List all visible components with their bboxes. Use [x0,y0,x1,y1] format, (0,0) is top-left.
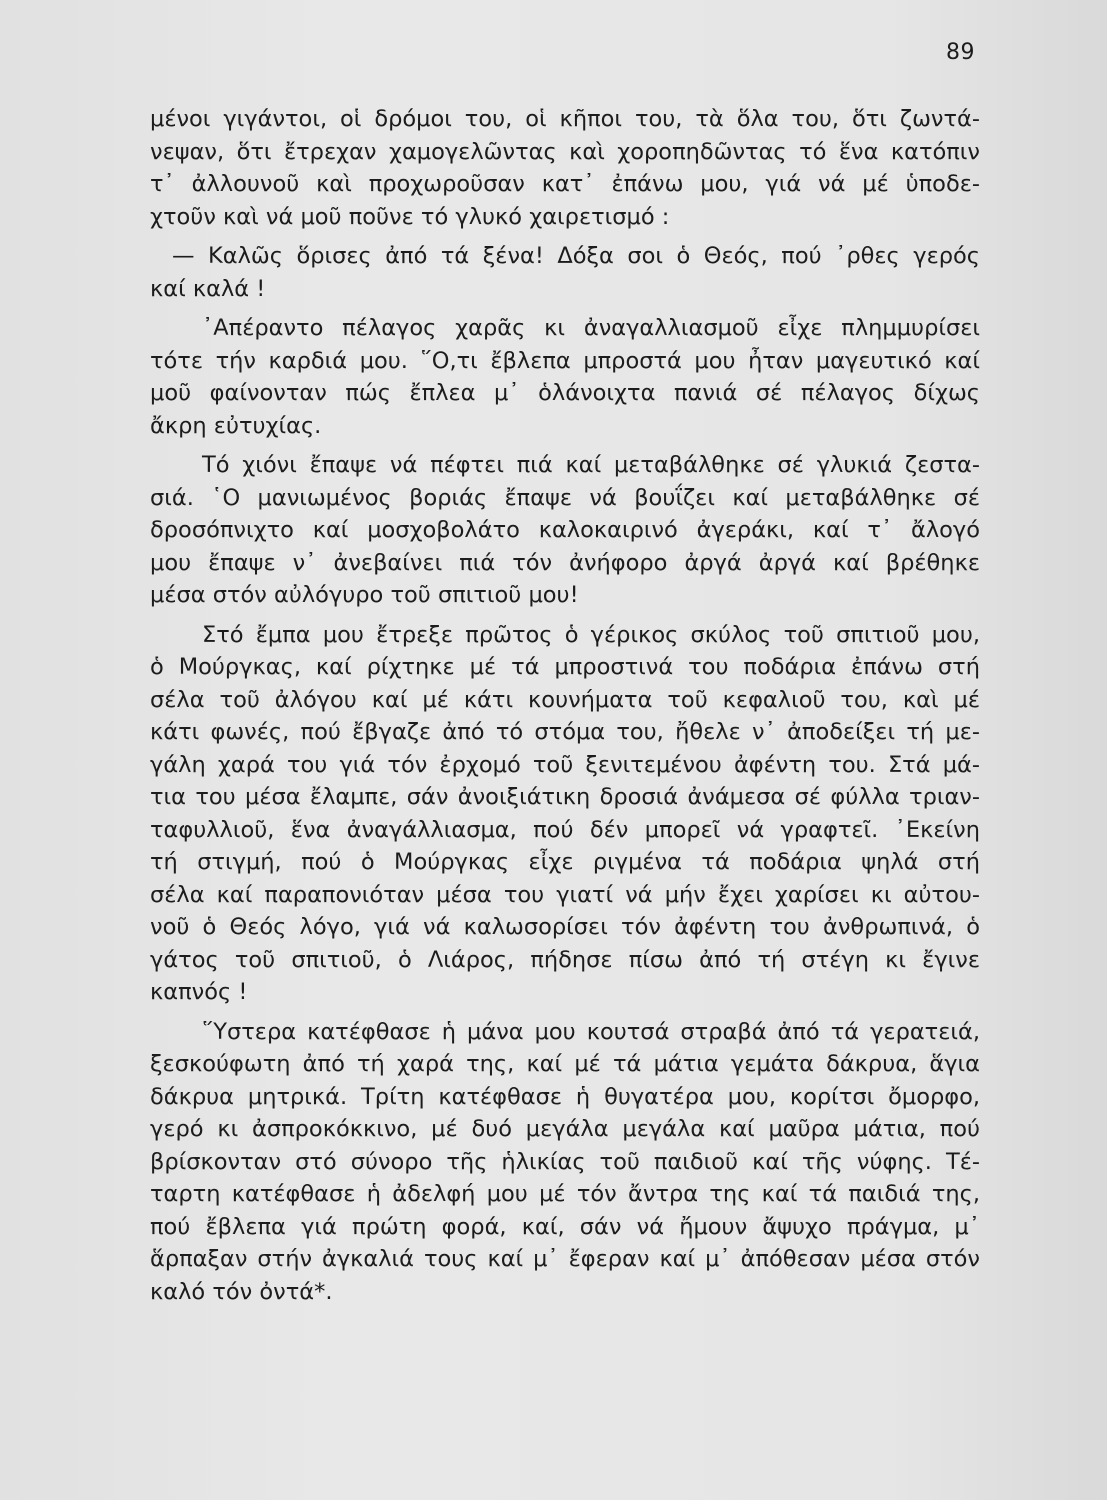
text-line: γάλη χαρά του γιά τόν ἐρχομό τοῦ ξενιτεμένου ἀφέντη του. Στά μά- [150,751,980,778]
paragraph-gap [150,305,980,312]
text-line: μου ἔπαψε ν᾿ ἀνεβαίνει πιά τόν ἀνήφορο ἀργά ἀργά καί βρέθηκε [150,549,980,576]
text-line: πού ἔβλεπα γιά πρώτη φορά, καί, σάν νά ἤμουν ἄψυχο πράγμα, μ᾿ [150,1213,980,1240]
text-line: σέλα καί παραπονιόταν μέσα του γιατί νά μήν ἔχει χαρίσει κι αὐτου- [150,881,980,908]
text-line: ἅρπαξαν στήν ἀγκαλιά τους καί μ᾿ ἔφεραν καί μ᾿ ἀπόθεσαν μέσα στόν [150,1246,980,1272]
text-line: ᾿Απέραντο πέλαγος χαρᾶς κι ἀναγαλλιασμοῦ εἶχε πλημμυρίσει [202,315,980,341]
text-line: δροσόπνιχτο καί μοσχοβολάτο καλοκαιρινό ἀγεράκι, καί τ᾿ ἄλογό [150,517,980,543]
paragraph-gap [150,612,980,619]
text-line: σιά. ῾Ο μανιωμένος βοριάς ἔπαψε νά βουΐζει καί μεταβάλθηκε σέ [150,484,980,511]
text-line: τή στιγμή, πού ὁ Μούργκας εἶχε ριγμένα τά ποδάρια ψηλά στή [150,849,980,875]
text-line: βρίσκονταν στό σύνορο τῆς ἡλικίας τοῦ παιδιοῦ καί τῆς νύφης. Τέ- [150,1148,980,1175]
text-line: καπνός ! [150,979,248,1005]
body-text [150,103,980,1308]
text-line: χτοῦν καὶ νά μοῦ ποῦνε τό γλυκό χαιρετισμό : [150,203,670,230]
text-line: δάκρυα μητρικά. Τρίτη κατέφθασε ἡ θυγατέρα μου, κορίτσι ὄμορφο, [150,1083,980,1110]
text-line: μέσα στόν αὐλόγυρο τοῦ σπιτιοῦ μου! [150,582,579,608]
text-line: ταρτη κατέφθασε ἡ ἀδελφή μου μέ τόν ἄντρα της καί τά παιδιά της, [150,1181,980,1207]
text-line: καί καλά ! [150,275,266,302]
text-line: νοῦ ὁ Θεός λόγο, γιά νά καλωσορίσει τόν ἀφέντη του ἀνθρωπινά, ὁ [150,914,980,940]
text-line: σέλα τοῦ ἀλόγου καί μέ κάτι κουνήματα τοῦ κεφαλιοῦ του, καὶ μέ [150,686,980,713]
text-line: τ᾿ ἀλλουνοῦ καὶ προχωροῦσαν κατ᾿ ἐπάνω μου, γιά νά μέ ὑποδε- [150,171,980,197]
text-line: νεψαν, ὅτι ἔτρεχαν χαμογελῶντας καὶ χοροπηδῶντας τό ἕνα κατόπιν [150,138,980,165]
text-line: τότε τήν καρδιά μου. ῞Ο,τι ἔβλεπα μπροστά μου ἦταν μαγευτικό καί [150,347,980,374]
text-line: Στό ἔμπα μου ἔτρεξε πρῶτος ὁ γέρικος σκύλος τοῦ σπιτιοῦ μου, [202,621,980,648]
text-line: καλό τόν ὀντά*. [150,1278,333,1305]
text-line: ῞Υστερα κατέφθασε ἡ μάνα μου κουτσά στραβά ἀπό τά γερατειά, [202,1018,980,1045]
text-line: Τό χιόνι ἔπαψε νά πέφτει πιά καί μεταβάλθηκε σέ γλυκιά ζεστα- [202,452,980,478]
paragraph-gap [150,442,980,449]
text-line: γερό κι ἀσπροκόκκινο, μέ δυό μεγάλα μεγάλα καί μαῦρα μάτια, πού [150,1116,980,1142]
paragraph-gap [150,233,980,240]
text-line: μοῦ φαίνονταν πώς ἔπλεα μ᾿ ὁλάνοιχτα πανιά σέ πέλαγος δίχως [150,380,980,406]
text-line: γάτος τοῦ σπιτιοῦ, ὁ Λιάρος, πήδησε πίσω ἀπό τή στέγη κι ἔγινε [150,946,980,973]
text-line: μένοι γιγάντοι, οἱ δρόμοι του, οἱ κῆποι του, τὰ ὅλα του, ὅτι ζωντά- [150,106,980,132]
text-line: τια του μέσα ἔλαμπε, σάν ἀνοιξιάτικη δροσιά ἀνάμεσα σέ φύλλα τριαν- [150,784,980,810]
text-line: — Καλῶς ὅρισες ἀπό τά ξένα! Δόξα σοι ὁ Θεός, πού ᾿ρθες γερός [172,243,980,269]
text-line: ταφυλλιοῦ, ἕνα ἀναγάλλιασμα, πού δέν μπορεῖ νά γραφτεῖ. ᾿Εκείνη [150,816,980,843]
text-line: κάτι φωνές, πού ἔβγαζε ἀπό τό στόμα του, ἤθελε ν᾿ ἀποδείξει τή με- [150,719,980,745]
paragraph-gap [150,1009,980,1016]
page-number: 89 [946,40,975,65]
text-line: ξεσκούφωτη ἀπό τή χαρά της, καί μέ τά μάτια γεμάτα δάκρυα, ἅγια [150,1051,980,1077]
text-line: ἄκρη εὐτυχίας. [150,412,322,439]
text-line: ὁ Μούργκας, καί ρίχτηκε μέ τά μπροστινά του ποδάρια ἐπάνω στή [150,654,980,680]
